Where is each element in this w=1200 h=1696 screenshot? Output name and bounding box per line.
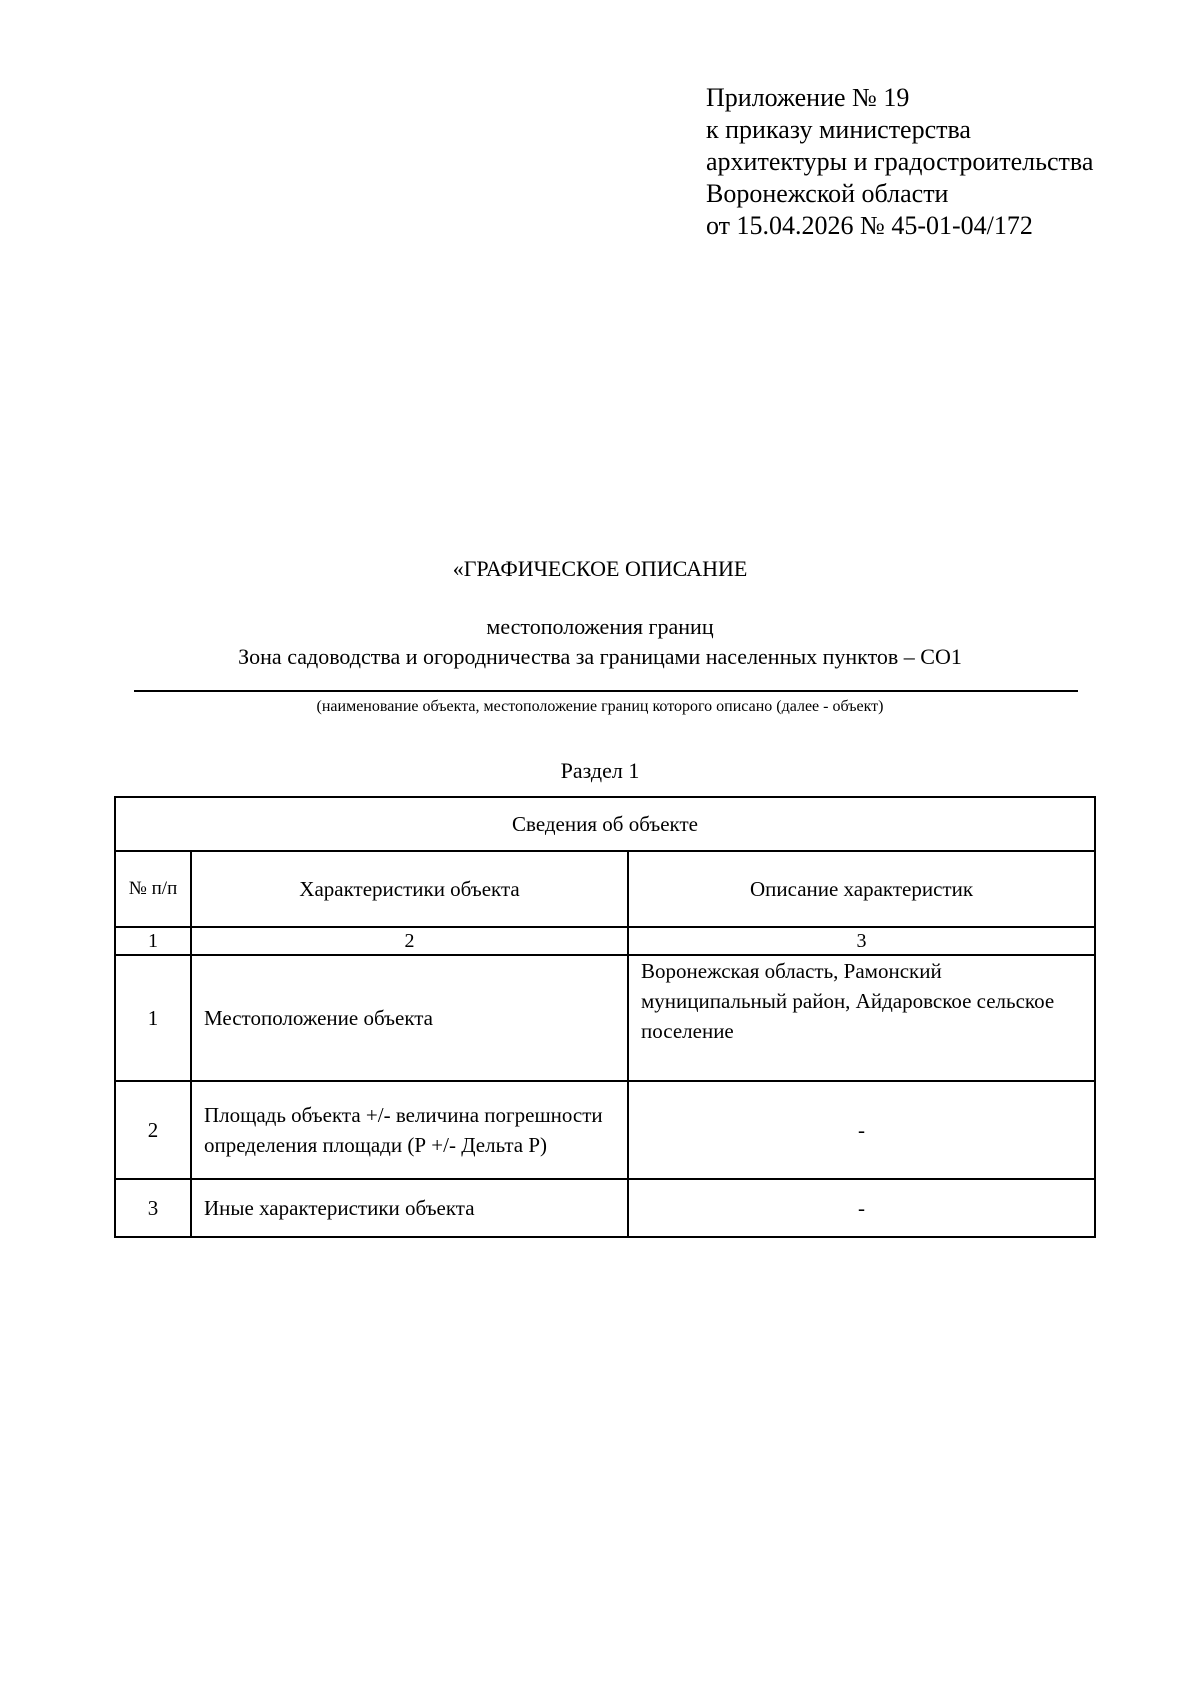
object-info-table (114, 796, 1096, 1238)
header-number: № п/п (115, 851, 191, 927)
column-number: 3 (628, 927, 1095, 955)
header-description: Описание характеристик (628, 851, 1095, 927)
row-number: 2 (115, 1081, 191, 1179)
table-header-row (115, 851, 1095, 927)
table-row (115, 1081, 1095, 1179)
table-caption: Сведения об объекте (115, 797, 1095, 851)
row-number: 1 (115, 955, 191, 1081)
annex-line: Воронежской области (706, 179, 949, 208)
annex-line: от 15.04.2026 № 45-01-04/172 (706, 211, 1033, 240)
annex-line: Приложение № 19 (706, 83, 910, 112)
table-column-number-row (115, 927, 1095, 955)
table-row (115, 1179, 1095, 1237)
object-name-underline (134, 690, 1078, 692)
annex-line: к приказу министерства (706, 115, 971, 144)
table-caption-row (115, 797, 1095, 851)
row-description: - (628, 1179, 1095, 1237)
row-description: Воронежская область, Рамонский муниципальный район, Айдаровское сельское поселение (628, 955, 1095, 1081)
annex-block (706, 82, 1093, 242)
section-label: Раздел 1 (560, 758, 640, 783)
table-row (115, 955, 1095, 1081)
column-number: 1 (115, 927, 191, 955)
row-number: 3 (115, 1179, 191, 1237)
row-characteristic: Площадь объекта +/- величина погрешности определения площади (Р +/- Дельта Р) (191, 1081, 628, 1179)
row-characteristic: Иные характеристики объекта (191, 1179, 628, 1237)
document-subtitle: местоположения границ (486, 614, 714, 639)
column-number: 2 (191, 927, 628, 955)
row-characteristic: Местоположение объекта (191, 955, 628, 1081)
annex-line: архитектуры и градостроительства (706, 147, 1094, 176)
object-name-caption: (наименование объекта, местоположение границ которого описано (далее - объект) (316, 698, 884, 715)
header-characteristic: Характеристики объекта (191, 851, 628, 927)
document-title: «ГРАФИЧЕСКОЕ ОПИСАНИЕ (452, 556, 748, 581)
row-description: - (628, 1081, 1095, 1179)
object-name: Зона садоводства и огородничества за границами населенных пунктов – СО1 (238, 644, 962, 669)
